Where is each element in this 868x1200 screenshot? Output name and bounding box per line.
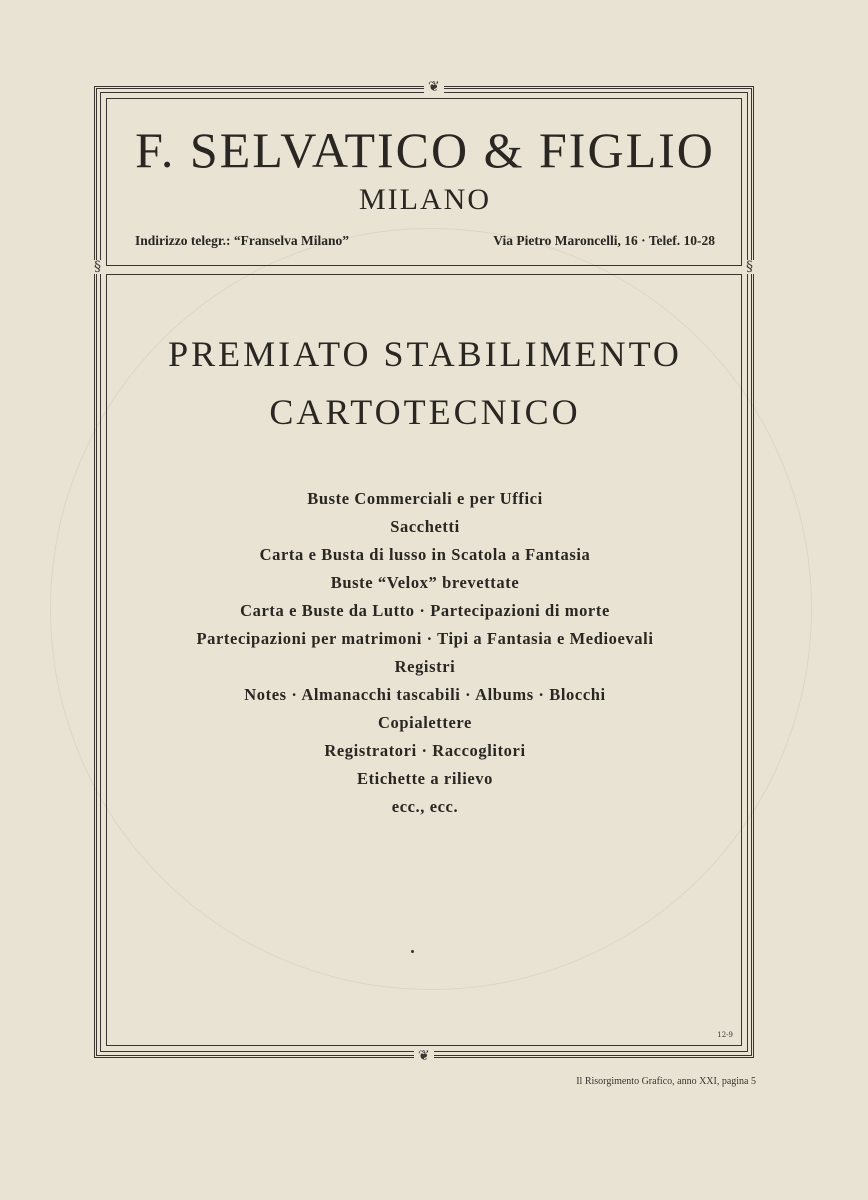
product-item: Notes · Almanacchi tascabili · Albums · Blocchi <box>244 685 606 704</box>
product-item: Sacchetti <box>390 517 460 536</box>
telegraph-address: Indirizzo telegr.: “Franselva Milano” <box>135 233 349 248</box>
product-list <box>107 485 743 821</box>
product-item: Etichette a rilievo <box>356 769 494 788</box>
product-item: Registratori · Raccoglitori <box>324 741 526 760</box>
product-item: Buste Commerciali e per Uffici <box>307 489 543 508</box>
product-item: Partecipazioni per matrimoni · Tipi a Fantasia e Medioevali <box>196 629 654 648</box>
product-item: Carta e Buste da Lutto · Partecipazioni di morte <box>240 601 610 620</box>
ornament-left-icon: § <box>90 260 105 274</box>
product-item: ecc., ecc. <box>391 797 459 816</box>
plate-code: 12-9 <box>717 1031 733 1039</box>
print-speck <box>411 950 414 953</box>
advertisement-body <box>106 274 742 1046</box>
header-box <box>106 98 742 266</box>
ornament-right-icon: § <box>742 260 757 274</box>
ornament-bottom-icon: ❦ <box>414 1049 434 1063</box>
product-item: Registri <box>394 657 456 676</box>
company-name: F. SELVATICO & FIGLIO <box>135 122 715 178</box>
product-item: Buste “Velox” brevettate <box>330 573 520 592</box>
city-name: MILANO <box>359 183 491 216</box>
product-item: Copialettere <box>378 713 472 732</box>
headline-line-2: CARTOTECNICO <box>269 392 581 432</box>
product-item: Carta e Busta di lusso in Scatola a Fantasia <box>259 545 591 564</box>
headline-line-1: PREMIATO STABILIMENTO <box>168 334 682 374</box>
street-address: Via Pietro Maroncelli, 16 · Telef. 10-28 <box>493 233 715 248</box>
ornament-top-icon: ❦ <box>424 80 444 94</box>
page-footer: Il Risorgimento Grafico, anno XXI, pagina 5 <box>576 1076 756 1087</box>
